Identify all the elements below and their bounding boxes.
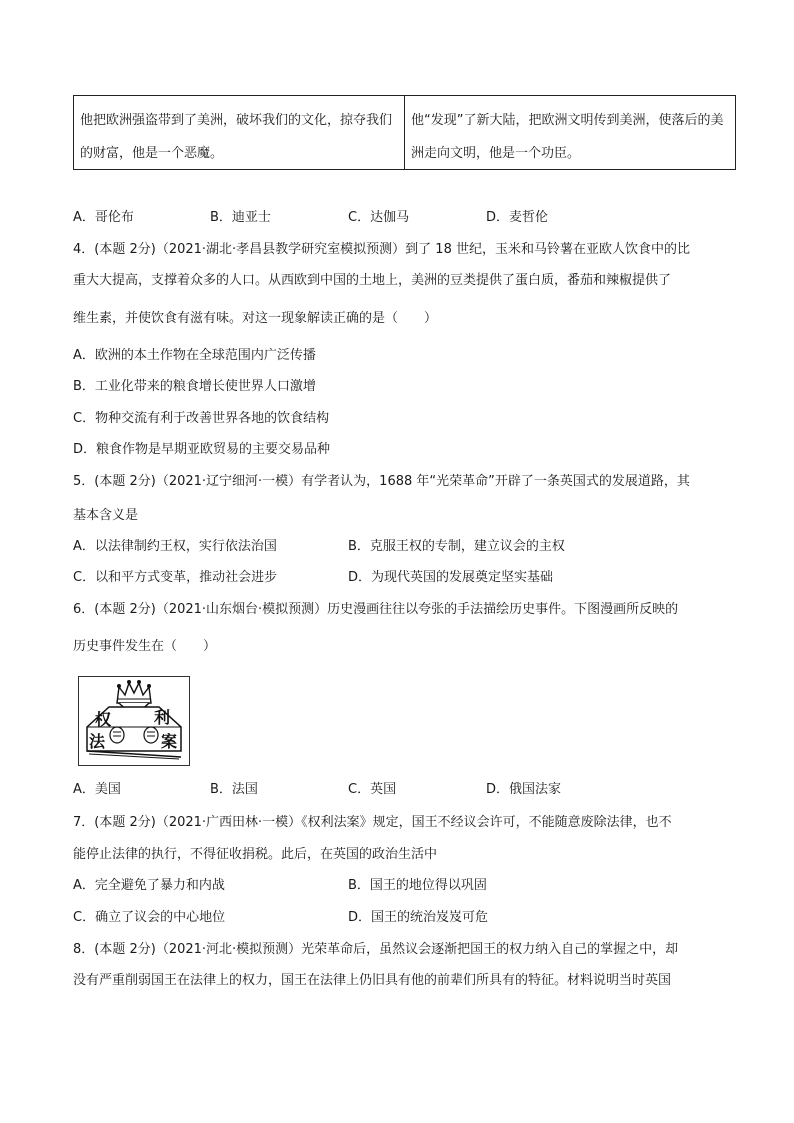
crown-icon: [117, 683, 151, 703]
crown-jewel: [137, 680, 141, 684]
right-hand: [144, 727, 158, 743]
q5-option-d[interactable]: D．为现代英国的发展奠定坚实基础: [348, 570, 554, 585]
q6-option-d[interactable]: D．俄国法家: [486, 782, 562, 797]
q5-option-c[interactable]: C．以和平方式变革，推动社会进步: [73, 570, 278, 585]
q7-option-d[interactable]: D．国王的统治岌岌可危: [348, 910, 489, 925]
q8-stem-line2: 没有严重削弱国王在法律上的权力，国王在法律上仍旧具有他的前辈们所具有的特征。材料说明当时英国: [73, 973, 672, 988]
q4-stem-line3: 维生素，并使饮食有滋有味。对这一现象解读正确的是（ ）: [73, 311, 438, 326]
q5-stem-line1: 5．(本题 2分)（2021·辽宁细河·一模）有学者认为，1688 年“光荣革命”开辟了一条英国式的发展道路，其: [73, 474, 690, 489]
cartoon-char-quan: 权: [95, 710, 112, 729]
q6-option-b[interactable]: B．法国: [210, 782, 258, 797]
q5-option-a[interactable]: A．以法律制约王权，实行依法治国: [73, 539, 277, 554]
q3-option-c[interactable]: C．达伽马: [348, 210, 410, 225]
q3-option-b[interactable]: B．迪亚士: [210, 210, 271, 225]
left-hand: [110, 727, 124, 743]
q4-option-d[interactable]: D．粮食作物是早期亚欧贸易的主要交易品种: [73, 442, 331, 457]
q5-option-b[interactable]: B．克服王权的专制，建立议会的主权: [348, 539, 565, 554]
q7-option-a[interactable]: A．完全避免了暴力和内战: [73, 878, 225, 893]
cartoon-char-li: 利: [154, 708, 171, 727]
cartoon-char-an: 案: [161, 732, 178, 751]
bill-of-rights-cartoon: [78, 676, 190, 766]
crown-jewel: [117, 684, 121, 688]
q7-stem-line2: 能停止法律的执行，不得征收捐税。此后，在英国的政治生活中: [73, 847, 438, 862]
q4-option-b[interactable]: B．工业化带来的粮食增长使世界人口激增: [73, 379, 316, 394]
q4-option-a[interactable]: A．欧洲的本土作物在全球范围内广泛传播: [73, 348, 316, 363]
opinion-cell-right: 他“发现”了新大陆，把欧洲文明传到美洲，使落后的美洲走向文明，他是一个功臣。: [404, 96, 735, 169]
q6-stem-line2: 历史事件发生在（ ）: [73, 639, 217, 654]
q3-option-d[interactable]: D．麦哲伦: [486, 210, 549, 225]
q5-stem-line2: 基本含义是: [73, 508, 139, 523]
q6-stem-line1: 6．(本题 2分)（2021·山东烟台·模拟预测）历史漫画往往以夸张的手法描绘历史事件。下图漫画所反映的: [73, 602, 679, 617]
opinion-cell-left: 他把欧洲强盗带到了美洲，破坏我们的文化，掠夺我们的财富，他是一个恶魔。: [80, 113, 393, 161]
q4-option-c[interactable]: C．物种交流有利于改善世界各地的饮食结构: [73, 411, 330, 426]
q6-option-a[interactable]: A．美国: [73, 782, 121, 797]
q8-stem-line1: 8．(本题 2分)（2021·河北·模拟预测）光荣革命后，虽然议会逐渐把国王的权力纳入自己的掌握之中，却: [73, 942, 679, 957]
crown-jewel: [147, 684, 151, 688]
q4-stem-line1: 4．(本题 2分)（2021·湖北·孝昌县教学研究室模拟预测）到了 18 世纪，玉米和马铃薯在亚欧人饮食中的比: [73, 242, 690, 257]
q7-option-c[interactable]: C．确立了议会的中心地位: [73, 910, 226, 925]
q7-option-b[interactable]: B．国王的地位得以巩固: [348, 878, 487, 893]
cartoon-char-fa: 法: [89, 732, 106, 751]
q7-stem-line1: 7．(本题 2分)（2021·广西田林·一模）《权利法案》规定，国王不经议会许可，不能随意废除法律，也不: [73, 815, 672, 830]
opinion-table: [73, 95, 736, 170]
q6-option-c[interactable]: C．英国: [348, 782, 397, 797]
crown-jewel: [127, 680, 131, 684]
q3-option-a[interactable]: A．哥伦布: [73, 210, 134, 225]
q4-stem-line2: 重大大提高，支撑着众多的人口。从西欧到中国的土地上，美洲的豆类提供了蛋白质，番茄和辣椒提供了: [73, 273, 672, 288]
